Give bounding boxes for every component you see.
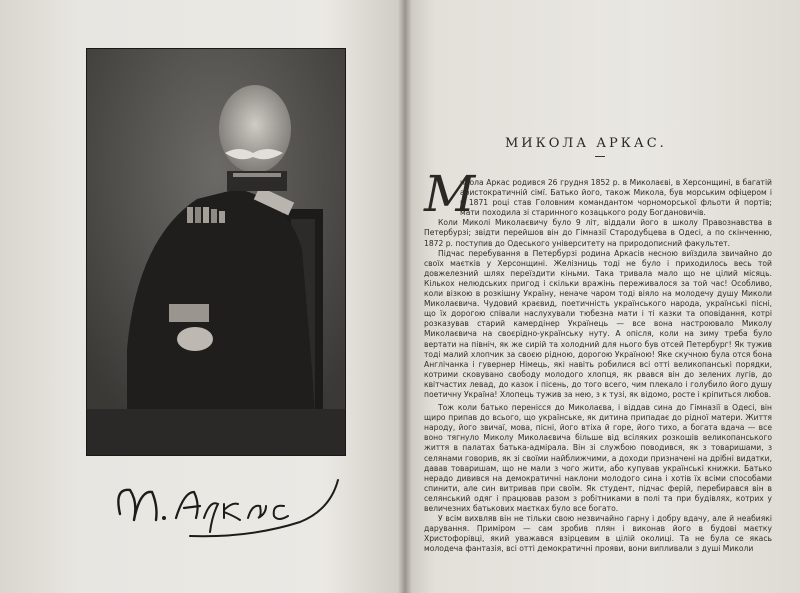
title-divider	[595, 156, 605, 157]
signature-image	[100, 470, 350, 540]
paragraph: Коли Миколі Миколаєвичу було 9 літ, віддали його в школу Правознавства в Петербурзі; звідти перейшов він до Гімназії Стародубцева в Одесі, а по скінченню, 1872 р. поступив до Одеського університету на природописний факультет.	[424, 218, 772, 248]
paragraph: У всім вихвляв він не тільки свою незвичайно гарну і добру вдачу, але й неабиякі дарування. Приміром — сам зробив плян і виконав його в будові маєтку Христофорівці, який уважався взірцевим в цілій околиці. Та не була се якась молодеча фантазія, всі отті демократичні прояви, вони випливали з душі Миколи	[424, 514, 772, 554]
book-gutter	[398, 0, 412, 593]
portrait-photo	[86, 48, 346, 456]
drop-cap: М	[424, 165, 476, 223]
paragraph: Тож коли батько перенісся до Миколаєва, і віддав сина до Гімназії в Одесі, він щиро припав до всього, що українське, як дитина припадає до рідної матери. Життя народу, його звичаї, мова, пісні, його втіха й горе, його тихо, а богата вдача — все воно тягнуло Миколу Миколаєвича більше від всіляких розкошів великопанського життя в палатах батька-адмірала. Він зі службою поводився, як з товаришами, з селянами говорив, як зі своїми найближчими, а доходи призначені на дрібні видатки, давав товаришам, що не мали з чого жити, або купував українські книжки. Батько нерадо дивився на демократичні наклони молодого сина і хотів їх всіми способами спинити, але син витривав при своїм. Як студент, підчас ферій, перебирався він в селянський одяг і працював разом з робітниками в полі та при будівлях, котрих у величезних батькових маєтках було все богато.	[424, 403, 772, 513]
portrait-image	[87, 49, 345, 455]
signature	[100, 470, 350, 540]
paragraph: Підчас перебування в Петербурзі родина Аркасів несною виїздила звичайно до своїх маєтків у Херсонщині. Желізниць тоді не було і приходилось весь той довжелезний шлях переїздити кіньми. Така тривала мало що не цілий місяць. Кількох нелюдських пригод і скільки вражінь переживалося за той час! Особливо, коли візкою в розкішну Україну, неначе чаром тоді віяло на молодечу душу Миколи Миколаєвича. Чудовий краєвид, поетичність українського народа, українські пісні, що їх дорогою співали наслухували тюбезна мати і ті казки та оповідання, котрі розказував старий камердінер Українець — все вона настроювало Миколу Миколаєвича на своєрідно-українську нуту. А опісля, коли на зиму треба було вертати на північ, як же сирій та холодний для нього був отсей Петербург! Як тужив тоді малий хлопчик за своєю рідною, дорогою Україною! Яке скучною була отся бона Англічанка і гувернер Німець, які навіть робилися всі отті великопанські порядки, котрими сковувано свободу молодого хлопця, як рвався він до зелених лугів, до квітчастих левад, до казок і пісень, до того всего, чим плекало і голубило його душу поетичну Україна! Хлопець тужив за нею, з к тузі, як відомо, росте і кріпиться любов.	[424, 248, 772, 399]
chapter-title: МИКОЛА АРКАС.	[505, 136, 667, 151]
paragraph: икола Аркас родився 26 грудня 1852 р. в Миколаєві, в Херсонщині, в багатій аристократичній сімї. Батько його, також Микола, був морським офіцером і в 1871 році став Головним командантом чорноморської фльоти й портів; мати походила зі старинного козацького роду Богдановичів.	[460, 178, 772, 218]
body-text	[424, 178, 772, 588]
